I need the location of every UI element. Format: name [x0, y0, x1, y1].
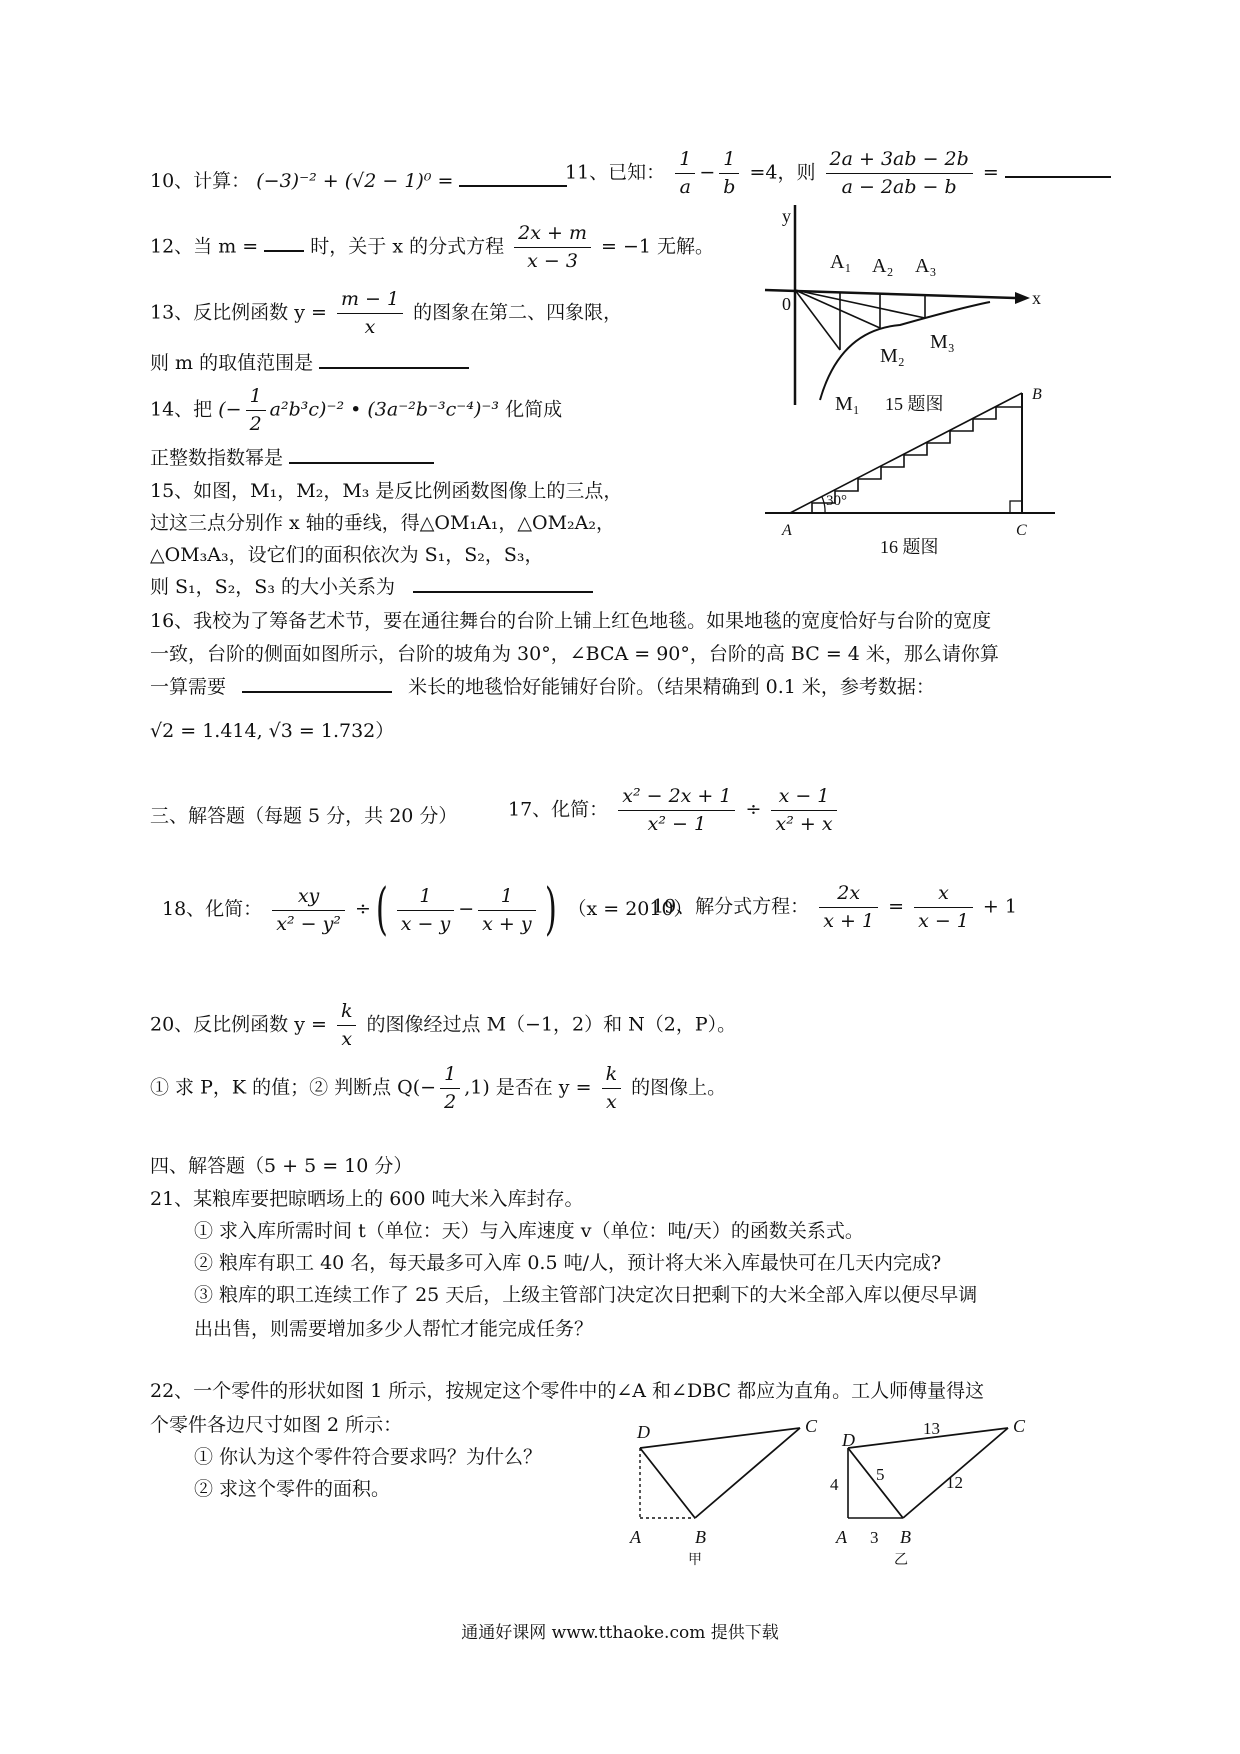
q13-fraction: $\frac{m - 1}{x}$	[337, 288, 403, 339]
question-18: 18、化简： $\frac{xy}{\text{x² − y²}}$ ÷( $\frac{1}{x - y}$ − $\frac{1}{x + y}$ ) （x = 2010）	[162, 877, 693, 942]
q18-operator: ÷	[354, 898, 371, 920]
fig15-label-a1: A₁	[830, 251, 852, 273]
question-11: 11、已知： $\frac{1}{a}$ − $\frac{1}{b}$ =4，则 $\frac{2a + 3ab - 2b}{a - 2ab - b}$ =	[565, 148, 1111, 199]
question-15-line3: △OM₃A₃，设它们的面积依次为 S₁，S₂，S₃，	[150, 544, 544, 566]
fig22b-length-ab: 3	[870, 1528, 879, 1547]
fig22a-caption: 甲	[688, 1553, 702, 1568]
question-21-line2: ① 求入库所需时间 t（单位：天）与入库速度 v（单位：吨/天）的函数关系式。	[194, 1220, 864, 1242]
q11-label: 11、已知：	[565, 161, 666, 184]
q20-line2-fraction-2: $\frac{k}{x}$	[602, 1063, 622, 1114]
fig22b-length-db: 5	[876, 1465, 885, 1484]
section-4-heading: 四、解答题（5 + 5 = 10 分）	[150, 1155, 413, 1177]
fig16-label-a: A	[782, 522, 792, 539]
q13-answer-blank[interactable]	[319, 366, 469, 369]
fig15-ray-2	[795, 290, 880, 328]
q11-fraction-2: $\frac{1}{b}$	[719, 148, 739, 199]
q12-fraction: $\frac{2x + m}{x - 3}$	[514, 222, 591, 273]
q17-fraction-1: $\frac{\text{x² − 2x + 1}}{\text{x² − 1}}$	[618, 785, 735, 836]
question-17	[508, 785, 841, 836]
q10-label: 10、计算：	[150, 170, 251, 192]
q13-prefix: 13、反比例函数 y =	[150, 301, 327, 324]
question-12	[150, 222, 714, 273]
question-21-line1: 21、某粮库要把晾晒场上的 600 吨大米入库封存。	[150, 1188, 584, 1210]
q10-expression: (−3)⁻² + (√2 − 1)⁰ =	[256, 170, 454, 192]
question-15-line2: 过这三点分别作 x 轴的垂线，得△OM₁A₁，△OM₂A₂，	[150, 512, 615, 534]
fig15-label-a3: A₃	[915, 255, 937, 277]
fig22a-label-c: C	[805, 1418, 818, 1436]
q12-middle: 时，关于 x 的分式方程	[310, 235, 505, 258]
fig15-caption: 15 题图	[885, 394, 944, 414]
q12-prefix: 12、当 m =	[150, 235, 259, 258]
q18-fraction-3: $\frac{1}{x + y}$	[478, 885, 535, 936]
q15-answer-blank[interactable]	[413, 590, 593, 593]
question-21-line3: ② 粮库有职工 40 名，每天最多可入库 0.5 吨/人，预计将大米入库最快可在几天内完成?	[194, 1252, 942, 1274]
question-19	[652, 882, 1017, 933]
q20-line2-a: ① 求 P，K 的值；② 判断点 Q(−	[150, 1076, 437, 1099]
question-16-line3	[150, 676, 935, 699]
q19-plus-one: + 1	[982, 895, 1017, 918]
q17-fraction-2: $\frac{x - 1}{\text{x² + x}}$	[771, 785, 836, 836]
q14-line2-text: 正整数指数幂是	[150, 447, 284, 469]
fig16-angle-label: 30°	[826, 493, 847, 509]
q18-fraction-1: $\frac{xy}{\text{x² − y²}}$	[272, 885, 345, 936]
fig15-label-o: 0	[782, 294, 791, 314]
q18-minus: −	[458, 898, 475, 920]
q20-line2-c: 的图像上。	[631, 1076, 727, 1099]
q19-equals: =	[888, 895, 905, 918]
fig22b-label-d: D	[842, 1430, 855, 1450]
fig22a-dc	[640, 1428, 800, 1448]
q19-fraction-1: $\frac{2x}{x + 1}$	[819, 882, 878, 933]
q15-line4-text: 则 S₁，S₂，S₃ 的大小关系为	[150, 576, 395, 598]
question-16-line1: 16、我校为了筹备艺术节，要在通往舞台的台阶上铺上红色地毯。如果地毯的宽度恰好与台阶的宽度	[150, 610, 992, 632]
q14-suffix: 化简成	[505, 398, 563, 421]
fig16-angle-arc	[822, 497, 825, 513]
fig22b-length-bc: 12	[946, 1473, 963, 1492]
fig15-label-m1: M₁	[835, 393, 860, 415]
fig22b-length-dc: 13	[923, 1419, 940, 1438]
fig22a-label-a: A	[630, 1527, 641, 1547]
q16-answer-blank[interactable]	[242, 690, 392, 693]
fig22b-label-a: A	[836, 1527, 847, 1547]
q19-fraction-2: $\frac{x}{x - 1}$	[914, 882, 973, 933]
fig15-label-y: y	[782, 206, 791, 226]
question-20-line2	[150, 1063, 726, 1114]
fig15-label-m3: M₃	[930, 331, 955, 353]
fig22a-db	[640, 1448, 695, 1518]
question-21-line4: ③ 粮库的职工连续工作了 25 天后，上级主管部门决定次日把剩下的大米全部入库以便尽早调	[194, 1284, 978, 1306]
question-21-line5: 出出售，则需要增加多少人帮忙才能完成任务？	[194, 1318, 594, 1340]
q13-line2-text: 则 m 的取值范围是	[150, 352, 314, 374]
q20-fraction: $\frac{k}{x}$	[337, 1000, 357, 1051]
q20-suffix: 的图像经过点 M（−1，2）和 N（2，P）。	[366, 1013, 737, 1036]
q20-line2-b: ,1) 是否在 y =	[464, 1076, 592, 1099]
q14-prefix: 14、把	[150, 398, 213, 421]
fig22a-label-b: B	[695, 1527, 706, 1547]
q10-answer-blank[interactable]	[459, 184, 567, 187]
q14-expr-a: (−	[218, 398, 242, 421]
fig16-label-b: B	[1032, 386, 1042, 403]
q18-fraction-2: $\frac{1}{x - y}$	[397, 885, 454, 936]
q16-line3-prefix: 一算需要	[150, 676, 227, 698]
section-3-heading: 三、解答题（每题 5 分，共 20 分）	[150, 805, 458, 827]
question-10	[150, 170, 567, 193]
fig22b-label-c: C	[1013, 1418, 1026, 1436]
question-14	[150, 385, 562, 436]
figure-22-b	[828, 1418, 1048, 1568]
figure-22-a	[625, 1418, 835, 1568]
q19-label: 19、解分式方程：	[652, 895, 810, 918]
fig22a-bc	[695, 1428, 800, 1518]
question-16-line2: 一致，台阶的侧面如图所示，台阶的坡角为 30°，∠BCA = 90°，台阶的高 BC = 4 米，那么请你算	[150, 643, 999, 665]
fig16-slope	[790, 393, 1022, 513]
q11-fraction-1: $\frac{1}{a}$	[675, 148, 695, 199]
q16-line3-suffix: 米长的地毯恰好能铺好台阶。（结果精确到 0.1 米，参考数据：	[408, 676, 935, 698]
q14-expr-b: a²b³c)⁻² • (3a⁻²b⁻³c⁻⁴)⁻³	[269, 398, 500, 421]
q11-answer-blank[interactable]	[1005, 175, 1111, 178]
q13-suffix: 的图象在第二、四象限，	[413, 301, 623, 324]
question-20	[150, 1000, 736, 1051]
fig15-x-arrow	[1015, 292, 1030, 304]
q18-condition: （x = 2010）	[567, 898, 693, 920]
q17-label: 17、化简：	[508, 798, 609, 821]
fig15-label-x: x	[1032, 288, 1041, 308]
fig16-label-c: C	[1016, 522, 1027, 539]
q12-suffix: = −1 无解。	[601, 235, 715, 258]
figure-16	[760, 385, 1070, 560]
fig22b-label-b: B	[900, 1527, 911, 1547]
fig15-label-m2: M₂	[880, 345, 905, 367]
page-footer: 通通好课网 www.tthaoke.com 提供下载	[461, 1623, 779, 1643]
question-22-line3: ① 你认为这个零件符合要求吗？为什么？	[194, 1446, 543, 1468]
fig16-right-angle	[1010, 501, 1022, 513]
fig22b-caption: 乙	[894, 1553, 908, 1568]
q11-condition: =4，则	[749, 161, 816, 184]
question-13	[150, 288, 622, 339]
question-15-line4	[150, 576, 593, 599]
q14-answer-blank[interactable]	[289, 461, 434, 464]
q11-fraction-3: $\frac{2a + 3ab - 2b}{a - 2ab - b}$	[826, 148, 973, 199]
fig16-caption: 16 题图	[880, 537, 939, 557]
q14-fraction: $\frac{1}{2}$	[246, 385, 266, 436]
q20-prefix: 20、反比例函数 y =	[150, 1013, 327, 1036]
question-15-line1: 15、如图，M₁，M₂，M₃ 是反比例函数图像上的三点，	[150, 480, 623, 502]
q20-line2-fraction-1: $\frac{1}{2}$	[440, 1063, 460, 1114]
fig15-label-a2: A₂	[872, 255, 894, 277]
fig22b-length-ad: 4	[830, 1475, 839, 1494]
question-13-line2	[150, 352, 469, 375]
question-22-line1: 22、一个零件的形状如图 1 所示，按规定这个零件中的∠A 和∠DBC 都应为直角。工人师傅量得这	[150, 1380, 985, 1402]
question-22-line4: ② 求这个零件的面积。	[194, 1478, 391, 1500]
q17-operator: ÷	[745, 798, 762, 821]
q11-equals: =	[982, 161, 999, 184]
question-22-line2: 个零件各边尺寸如图 2 所示：	[150, 1414, 403, 1436]
question-16-line4: √2 = 1.414, √3 = 1.732）	[150, 720, 395, 742]
question-14-line2	[150, 447, 434, 470]
q18-label: 18、化简：	[162, 898, 263, 920]
fig22a-label-d: D	[637, 1422, 650, 1442]
q12-answer-blank[interactable]	[264, 249, 304, 252]
